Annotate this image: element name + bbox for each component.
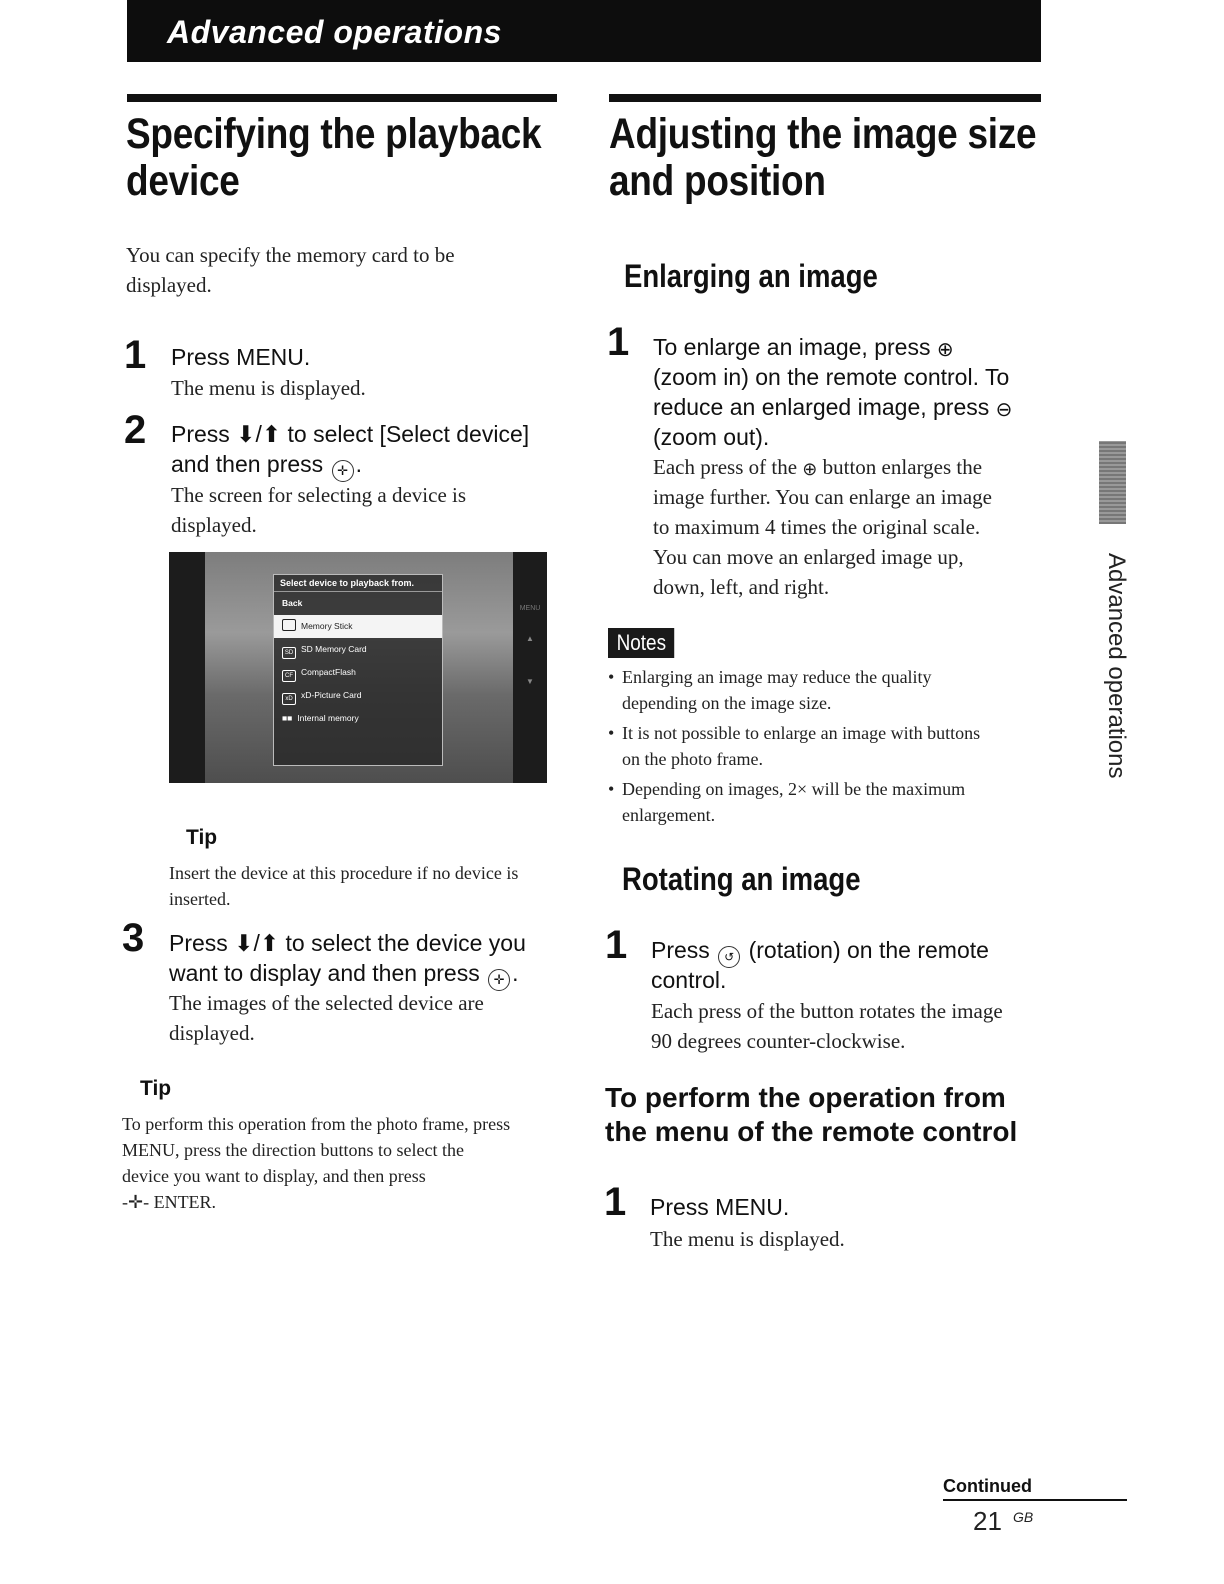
screen-right-bezel bbox=[513, 552, 547, 783]
menu-op-heading2: the menu of the remote control bbox=[605, 1116, 1018, 1147]
page-number: 21 bbox=[973, 1506, 1002, 1536]
rotate-desc2: 90 degrees counter-clockwise. bbox=[651, 1029, 906, 1053]
rotation-icon: ↺ bbox=[718, 946, 740, 968]
left-step3-heading1: Press ⬇/⬆ to select the device you bbox=[169, 930, 526, 956]
left-tip2-line4: -✛- ENTER. bbox=[122, 1192, 217, 1212]
left-tip1-line1: Insert the device at this procedure if no device is bbox=[169, 863, 519, 883]
rotate-heading1b: (rotation) on the remote bbox=[748, 937, 989, 963]
left-tip1-line2: inserted. bbox=[169, 889, 231, 909]
enlarge-step-number: 1 bbox=[607, 320, 630, 364]
left-step2-desc1: The screen for selecting a device is bbox=[171, 483, 467, 507]
zoom-in-icon: ⊕ bbox=[936, 339, 954, 361]
device-menu-item-memory-stick-label: Memory Stick bbox=[301, 621, 353, 631]
internal-memory-icon: ■■ bbox=[282, 713, 293, 723]
menu-op-step-heading: Press MENU. bbox=[650, 1194, 790, 1220]
enlarge-heading1 bbox=[653, 332, 954, 365]
note3-line1: Depending on images, 2× will be the maximum bbox=[622, 779, 966, 799]
rotate-heading2: control. bbox=[651, 967, 727, 993]
left-step3-desc2: displayed. bbox=[169, 1021, 255, 1045]
xd-card-icon: xD bbox=[282, 693, 296, 705]
left-intro-line2: displayed. bbox=[126, 273, 212, 297]
right-title-line1: Adjusting the image size bbox=[609, 110, 1037, 158]
enlarge-heading4: (zoom out). bbox=[653, 424, 770, 450]
left-tip2-line2: MENU, press the direction buttons to select the bbox=[122, 1140, 464, 1160]
rotate-step-number: 1 bbox=[605, 923, 628, 967]
sd-card-icon: SD bbox=[282, 647, 296, 659]
zoom-out-icon: ⊖ bbox=[995, 399, 1013, 421]
device-menu-item-memory-stick bbox=[274, 615, 442, 638]
enlarge-heading: Enlarging an image bbox=[624, 258, 878, 294]
note3-bullet: • bbox=[608, 779, 615, 799]
compactflash-icon: CF bbox=[282, 670, 296, 682]
screen-left-bezel bbox=[169, 552, 205, 783]
rotate-heading1 bbox=[651, 935, 989, 968]
section-index-label: Advanced operations bbox=[1103, 553, 1130, 779]
menu-op-heading1: To perform the operation from bbox=[605, 1082, 1006, 1113]
right-title-line2: and position bbox=[609, 157, 826, 205]
left-intro-line1: You can specify the memory card to be bbox=[126, 243, 455, 267]
left-step2-heading2: and then press ✛ . bbox=[171, 449, 362, 482]
note3-line2: enlargement. bbox=[622, 805, 716, 825]
zoom-in-icon: ⊕ bbox=[802, 459, 818, 479]
screen-down-arrow-icon: ▼ bbox=[526, 677, 534, 686]
memory-stick-icon bbox=[282, 619, 296, 631]
left-title-line1: Specifying the playback bbox=[126, 110, 542, 158]
enlarge-heading1-text: To enlarge an image, press bbox=[653, 334, 931, 360]
left-step3-heading2: want to display and then press ✛ . bbox=[169, 958, 518, 991]
note1-line2: depending on the image size. bbox=[622, 693, 832, 713]
left-step2-number: 2 bbox=[124, 408, 147, 452]
rotate-heading1a: Press bbox=[651, 937, 710, 963]
section-header-title: Advanced operations bbox=[167, 14, 502, 50]
device-menu-item-back: Back bbox=[282, 598, 303, 608]
screen-up-arrow-icon: ▲ bbox=[526, 634, 534, 643]
enlarge-desc1b: button enlarges the bbox=[822, 455, 983, 479]
device-menu-panel bbox=[273, 574, 443, 766]
menu-op-step-number: 1 bbox=[604, 1180, 627, 1224]
enlarge-heading3-text: reduce an enlarged image, press bbox=[653, 394, 990, 420]
left-title-line2: device bbox=[126, 157, 240, 205]
menu-op-step-desc: The menu is displayed. bbox=[650, 1227, 845, 1251]
device-menu-item-sd-label: SD Memory Card bbox=[301, 644, 367, 654]
footer-rule bbox=[943, 1499, 1127, 1501]
enlarge-desc3: to maximum 4 times the original scale. bbox=[653, 515, 981, 539]
screen-menu-label: MENU bbox=[519, 605, 541, 612]
notes-badge: Notes bbox=[608, 628, 675, 658]
left-step3-heading2-text: want to display and then press bbox=[169, 960, 480, 986]
device-menu-item-xd-label: xD-Picture Card bbox=[301, 690, 362, 700]
left-title-rule bbox=[127, 94, 557, 102]
note2-line2: on the photo frame. bbox=[622, 749, 763, 769]
device-menu-item-internal bbox=[274, 707, 442, 730]
left-step1-desc: The menu is displayed. bbox=[171, 376, 366, 400]
enlarge-desc4: You can move an enlarged image up, bbox=[653, 545, 964, 569]
section-header-bar bbox=[127, 0, 1041, 62]
left-tip2-label: Tip bbox=[140, 1077, 172, 1100]
enlarge-desc2: image further. You can enlarge an image bbox=[653, 485, 993, 509]
page-region: GB bbox=[1013, 1509, 1034, 1525]
left-step1-heading: Press MENU. bbox=[171, 344, 311, 370]
device-select-screenshot bbox=[169, 552, 547, 783]
left-tip1-label: Tip bbox=[186, 826, 218, 849]
note2-bullet: • bbox=[608, 723, 615, 743]
note1-line1: Enlarging an image may reduce the quality bbox=[622, 667, 932, 687]
rotate-desc1: Each press of the button rotates the image bbox=[651, 999, 1003, 1023]
enlarge-desc1a: Each press of the bbox=[653, 455, 798, 479]
device-menu-item-cf bbox=[274, 661, 442, 684]
right-title-rule bbox=[609, 94, 1041, 102]
left-step2-desc2: displayed. bbox=[171, 513, 257, 537]
left-step2-heading2-text: and then press bbox=[171, 451, 324, 477]
left-step3-number: 3 bbox=[122, 916, 145, 960]
enlarge-desc1 bbox=[653, 452, 982, 484]
enter-button-icon: ✛ bbox=[332, 460, 354, 482]
section-index-tab bbox=[1099, 441, 1126, 524]
left-tip2-line1: To perform this operation from the photo frame, press bbox=[122, 1114, 511, 1134]
left-step2-heading1: Press ⬇/⬆ to select [Select device] bbox=[171, 421, 530, 447]
enlarge-heading3 bbox=[653, 392, 1012, 425]
note1-bullet: • bbox=[608, 667, 615, 687]
device-menu-item-cf-label: CompactFlash bbox=[301, 667, 356, 677]
device-menu-item-sd bbox=[274, 638, 442, 661]
device-menu-item-internal-label: Internal memory bbox=[297, 713, 359, 723]
device-menu-item-xd bbox=[274, 684, 442, 707]
enter-button-icon: ✛ bbox=[488, 969, 510, 991]
enlarge-heading2: (zoom in) on the remote control. To bbox=[653, 364, 1010, 390]
rotate-heading: Rotating an image bbox=[622, 861, 861, 897]
enlarge-desc5: down, left, and right. bbox=[653, 575, 830, 599]
note2-line1: It is not possible to enlarge an image with buttons bbox=[622, 723, 981, 743]
left-tip2-line3: device you want to display, and then press bbox=[122, 1166, 426, 1186]
left-step1-number: 1 bbox=[124, 333, 147, 377]
continued-label: Continued bbox=[943, 1476, 1032, 1496]
left-step3-desc1: The images of the selected device are bbox=[169, 991, 484, 1015]
device-menu-title: Select device to playback from. bbox=[274, 575, 442, 592]
